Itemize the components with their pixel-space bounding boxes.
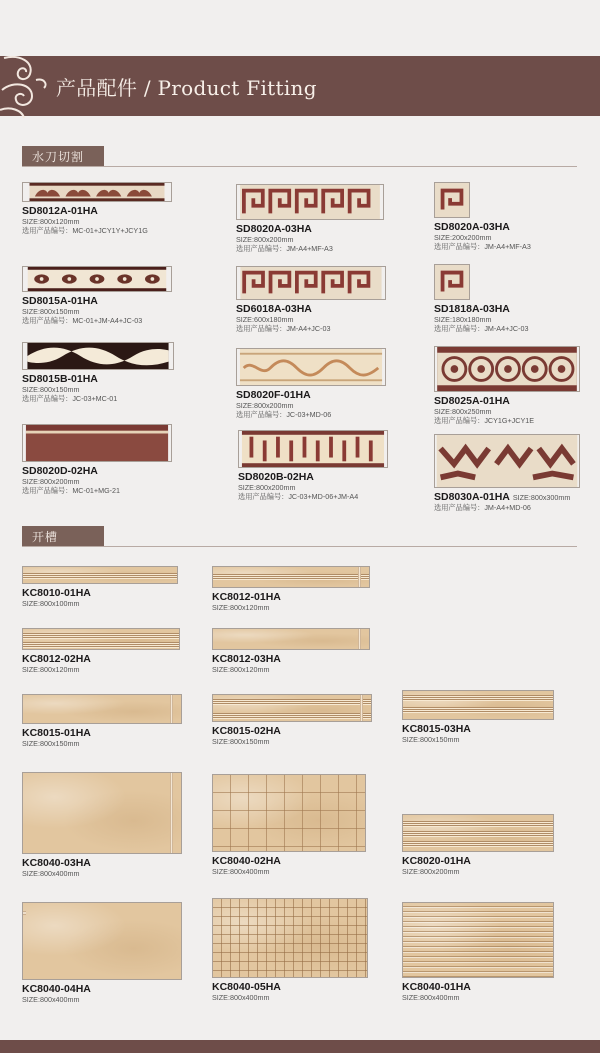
product-item [236, 266, 406, 333]
product-item [238, 430, 418, 501]
product-code: KC8015-01HA [22, 727, 91, 739]
tile-swatch [402, 814, 554, 852]
product-size: SIZE:800x400mm [22, 869, 80, 878]
product-size: SIZE:800x120mm [22, 665, 80, 674]
product-code: KC8040-03HA [22, 857, 91, 869]
tile-swatch [22, 902, 182, 980]
product-item [212, 566, 382, 612]
product-item [434, 434, 600, 512]
product-size: SIZE:800x120mm [212, 665, 270, 674]
product-code: KC8015-02HA [212, 725, 281, 737]
product-item [402, 902, 572, 1002]
footer-band [0, 1040, 600, 1053]
product-size: SIZE:800x400mm [402, 993, 460, 1002]
tile-swatch [402, 690, 554, 720]
product-item [236, 184, 406, 253]
product-size: SIZE:800x200mm [236, 401, 294, 410]
product-item [22, 342, 182, 403]
tile-swatch [22, 266, 172, 292]
product-code: KC8012-02HA [22, 653, 91, 665]
product-combo: 选用产品编号：MC-01+MG-21 [22, 486, 121, 495]
product-size: SIZE:800x200mm [22, 477, 80, 486]
product-item [22, 772, 192, 878]
product-item [434, 346, 594, 425]
tile-swatch [212, 628, 370, 650]
product-code: SD1818A-03HA [434, 303, 510, 315]
product-item [212, 694, 382, 746]
product-code: SD8020A-03HA [236, 223, 312, 235]
tile-swatch [236, 266, 386, 300]
tile-swatch [212, 898, 368, 978]
product-item [22, 628, 192, 674]
tile-swatch [22, 182, 172, 202]
product-code: SD8020A-03HA [434, 221, 510, 233]
product-combo: 选用产品编号：JM-A4+MF-A3 [236, 244, 333, 253]
product-item [212, 628, 382, 674]
tile-swatch [212, 694, 372, 722]
product-combo: 选用产品编号：JM-A4+JC-03 [434, 324, 529, 333]
product-code: KC8020-01HA [402, 855, 471, 867]
product-size: SIZE:180x180mm [434, 315, 492, 324]
product-size: SIZE:800x200mm [238, 483, 296, 492]
product-code: SD8025A-01HA [434, 395, 510, 407]
product-item [402, 690, 572, 744]
product-code: SD6018A-03HA [236, 303, 312, 315]
tile-swatch [402, 902, 554, 978]
product-code: SD8020B-02HA [238, 471, 314, 483]
product-code: SD8020F-01HA [236, 389, 311, 401]
product-item [212, 774, 382, 876]
product-item [236, 348, 406, 419]
section-label-groove: 开槽 [22, 526, 104, 546]
product-combo: 选用产品编号：JC-03+MC-01 [22, 394, 118, 403]
tile-swatch [434, 346, 580, 392]
section-label-waterjet: 水刀切割 [22, 146, 104, 166]
product-combo: 选用产品编号：MC-01+JCY1Y+JCY1G [22, 226, 148, 235]
product-size: SIZE:800x200mm [236, 235, 294, 244]
product-size: SIZE:800x150mm [22, 307, 80, 316]
product-size: SIZE:800x400mm [212, 867, 270, 876]
tile-swatch [212, 566, 370, 588]
header-band [0, 56, 600, 116]
product-combo: 选用产品编号：JCY1G+JCY1E [434, 416, 535, 425]
product-item [402, 814, 572, 876]
product-size: SIZE:800x150mm [22, 739, 80, 748]
product-code: KC8040-02HA [212, 855, 281, 867]
product-code: SD8015B-01HA [22, 373, 98, 385]
product-size: SIZE:600x180mm [236, 315, 294, 324]
product-code: SD8030A-01HA SIZE:800x300mm [434, 491, 571, 503]
tile-swatch [22, 424, 172, 462]
tile-swatch [212, 774, 366, 852]
page-title: 产品配件 / Product Fitting [56, 76, 317, 100]
product-size: SIZE:800x150mm [22, 385, 80, 394]
product-size: SIZE:800x200mm [402, 867, 460, 876]
product-item [434, 182, 594, 251]
product-combo: 选用产品编号：JM-A4+JC-03 [236, 324, 331, 333]
tile-swatch [22, 342, 174, 370]
product-combo: 选用产品编号：JC-03+MD-06+JM-A4 [238, 492, 359, 501]
product-item [22, 182, 182, 235]
section-divider [22, 546, 577, 547]
product-code: KC8012-03HA [212, 653, 281, 665]
product-code: KC8040-04HA [22, 983, 91, 995]
tile-swatch [22, 628, 180, 650]
tile-swatch [22, 694, 182, 724]
product-size: SIZE:800x120mm [212, 603, 270, 612]
tile-swatch [434, 182, 470, 218]
product-size: SIZE:800x250mm [434, 407, 492, 416]
product-code: KC8015-03HA [402, 723, 471, 735]
product-combo: 选用产品编号：JM-A4+MF-A3 [434, 242, 531, 251]
product-combo: 选用产品编号：JC-03+MD-06 [236, 410, 332, 419]
tile-swatch [434, 264, 470, 300]
tile-swatch [238, 430, 388, 468]
product-size: SIZE:200x200mm [434, 233, 492, 242]
product-item [22, 902, 192, 1004]
product-code: SD8012A-01HA [22, 205, 98, 217]
product-item [212, 898, 382, 1002]
section-divider [22, 166, 577, 167]
swirl-ornament-icon [0, 50, 60, 122]
product-code: SD8020D-02HA [22, 465, 98, 477]
product-code: KC8010-01HA [22, 587, 91, 599]
product-code: KC8012-01HA [212, 591, 281, 603]
product-item [434, 264, 594, 333]
product-size: SIZE:800x400mm [212, 993, 270, 1002]
product-size: SIZE:800x150mm [212, 737, 270, 746]
product-item [22, 694, 192, 748]
product-size: SIZE:800x120mm [22, 217, 80, 226]
product-item [22, 424, 182, 495]
product-code: KC8040-01HA [402, 981, 471, 993]
product-item [22, 266, 182, 325]
product-code: KC8040-05HA [212, 981, 281, 993]
product-combo: 选用产品编号：JM-A4+MD-06 [434, 503, 531, 512]
tile-swatch [236, 184, 384, 220]
product-code: SD8015A-01HA [22, 295, 98, 307]
product-size: SIZE:800x150mm [402, 735, 460, 744]
product-size: SIZE:800x100mm [22, 599, 80, 608]
tile-swatch [22, 566, 178, 584]
tile-swatch [22, 772, 182, 854]
product-combo: 选用产品编号：MC-01+JM-A4+JC-03 [22, 316, 143, 325]
product-size: SIZE:800x400mm [22, 995, 80, 1004]
tile-swatch [236, 348, 386, 386]
product-item [22, 566, 192, 608]
tile-swatch [434, 434, 580, 488]
